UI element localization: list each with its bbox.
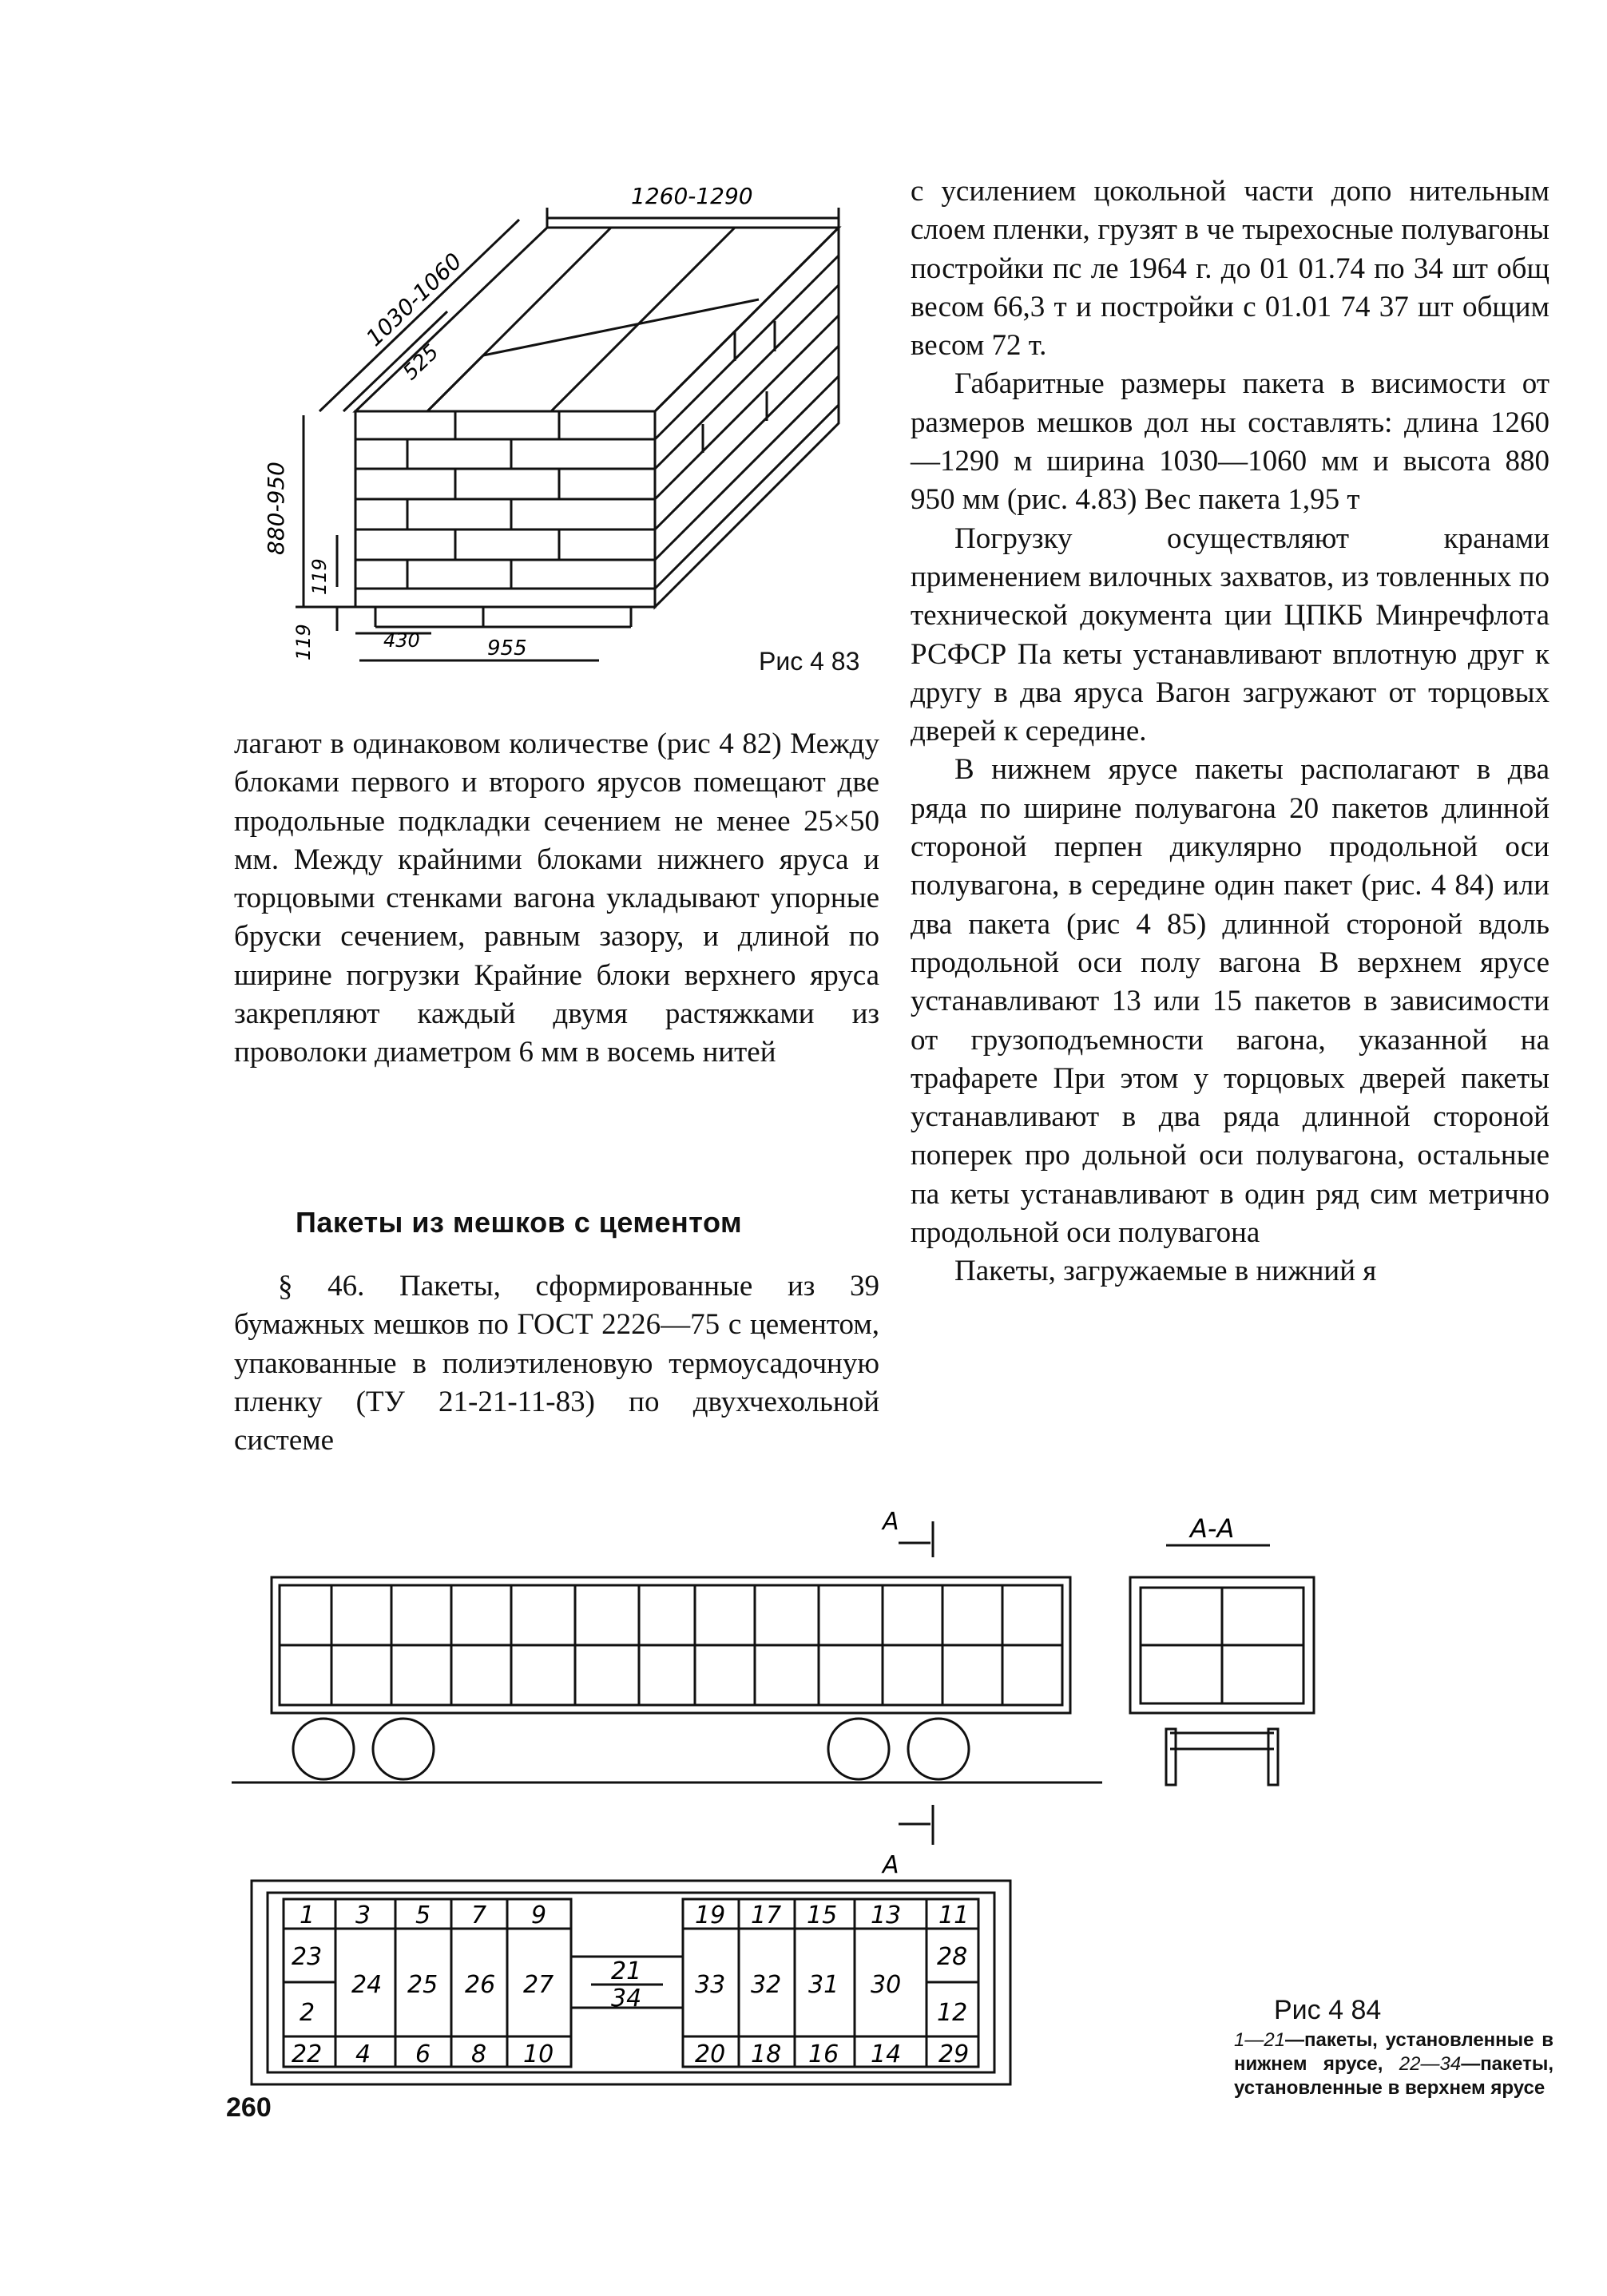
dim-base2: 955 [487,636,527,660]
plan-cell: 1 [300,1901,315,1929]
plan-cell: 13 [871,1901,902,1929]
page-number: 260 [226,2092,272,2123]
section-marker-top: А [883,1508,899,1536]
plan-cell-center-bottom: 34 [611,1985,642,2012]
plan-cell: 28 [937,1943,968,1971]
dim-base1: 430 [383,629,420,652]
paragraph: Погрузку осуществляют кранами применением вилочных захватов, из товленных по технической документа ции ЦПКБ Минречфлота РСФСР Па кеты устанавливают вплотную друг к другу в два яруса Вагон загружают от торцовых дверей к середине. [911,521,1549,748]
plan-cell: 3 [355,1901,371,1929]
caption-range: 1—21 [1234,2029,1286,2051]
plan-cell: 22 [292,2040,323,2068]
plan-cell: 16 [808,2040,839,2068]
caption-range: 22—34 [1399,2053,1462,2075]
plan-cell: 5 [415,1901,431,1929]
dim-layer: 119 [308,558,331,595]
paragraph: лагают в одинаковом количестве (рис 4 82) Между блоками первого и второго ярусов помещают две продольные подкладки сечением не менее 25×50 мм. Между крайними блоками нижнего яруса и торцовыми стенками вагона укладывают упорные бруски сечением, равным зазору, и длиной по ширине погрузки Крайние блоки верхнего яруса закрепляют каждый двумя растяжками из проволоки диаметром 6 мм в восемь нитей [234,728,879,1069]
figure-4-84-section-aa [1118,1501,1326,1813]
plan-cell: 24 [351,1971,383,1999]
plan-cell-center-top: 21 [611,1957,642,1985]
plan-cell: 29 [938,2040,970,2068]
left-column-top [234,725,879,1073]
plan-cell: 7 [471,1901,487,1929]
figure-4-83-label: Рис 4 83 [759,647,860,676]
paragraph: § 46. Пакеты, сформированные из 39 бумажных мешков по ГОСТ 2226—75 с цементом, упакованные в полиэтиленовую термоусадочную пленку (ТУ 21-21-11-83) по двухчехольной системе [234,1270,879,1457]
figure-4-84-plan-view [240,1877,1022,2096]
plan-cell: 19 [695,1901,726,1929]
plan-cell: 32 [751,1971,782,1999]
plan-cell: 23 [292,1943,323,1971]
plan-cell: 14 [871,2040,902,2068]
plan-cell: 15 [807,1901,838,1929]
plan-cell: 10 [523,2040,554,2068]
plan-cell: 30 [871,1971,902,1999]
section-title: А-А [1190,1513,1235,1544]
right-column [911,172,1549,1291]
paragraph: Пакеты, загружаемые в нижний я [954,1255,1377,1288]
plan-cell: 8 [471,2040,487,2068]
plan-cell: 33 [695,1971,726,1999]
caption-text: —пакеты, установленные в нижнем ярусе, [1234,2029,1553,2075]
plan-cell: 31 [808,1971,839,1999]
plan-cell: 4 [355,2040,371,2068]
figure-4-84-label: Рис 4 84 [1274,1995,1382,2025]
paragraph: Габаритные размеры пакета в висимости от размеров мешков дол ны составлять: длина 1260—1290 м ширина 1030—1060 мм и высота 880 950 мм (рис. 4.83) Вес пакета 1,95 т [911,367,1549,517]
plan-cell: 17 [751,1901,782,1929]
dim-length: 1260-1290 [631,183,753,209]
plan-cell: 12 [937,1999,968,2027]
dim-pallet: 119 [292,624,315,660]
figure-4-84-caption [1234,2028,1553,2100]
caption-text: —пакеты, установленные в верхнем ярусе [1234,2053,1553,2099]
paragraph: В нижнем ярусе пакеты располагают в два ряда по ширине полувагона 20 пакетов длинной стороной перпен дикулярно продольной оси полувагона, в середине один пакет (рис. 4 84) или два пакета (рис 4 85) длинной стороной вдоль продольной оси полу вагона В верхнем ярусе устанавливают 13 или 15 пакетов в зависимости от грузоподъемности вагона, указанной на трафарете При этом у торцовых дверей пакеты устанавливают в два ряда длинной стороной поперек про дольной оси полувагона, остальные па кеты устанавливают в один ряд сим метрично продольной оси полувагона [911,753,1549,1250]
left-column-bottom [234,1267,879,1460]
plan-cell: 25 [407,1971,438,1999]
section-heading: Пакеты из мешков с цементом [296,1206,743,1239]
paragraph: с усилением цокольной части допо нительным слоем пленки, грузят в че тырехосные полувагоны постройки пс ле 1964 г. до 01 01.74 по 34 шт общ весом 66,3 т и постройки с 01.01 74 37 шт общим весом 72 т. [911,175,1549,363]
plan-cell: 26 [465,1971,496,1999]
plan-cell: 11 [938,1901,970,1929]
plan-cell: 18 [751,2040,782,2068]
plan-cell: 27 [523,1971,554,1999]
plan-cell: 20 [695,2040,726,2068]
dim-width: 1030-1060 [360,248,467,352]
figure-4-83 [263,172,911,691]
section-marker-bottom: А [883,1851,899,1879]
plan-cell: 9 [531,1901,547,1929]
plan-cell: 2 [300,1999,315,2027]
dim-half-width: 525 [399,339,444,386]
plan-cell: 6 [415,2040,431,2068]
dim-height: 880-950 [263,462,289,555]
